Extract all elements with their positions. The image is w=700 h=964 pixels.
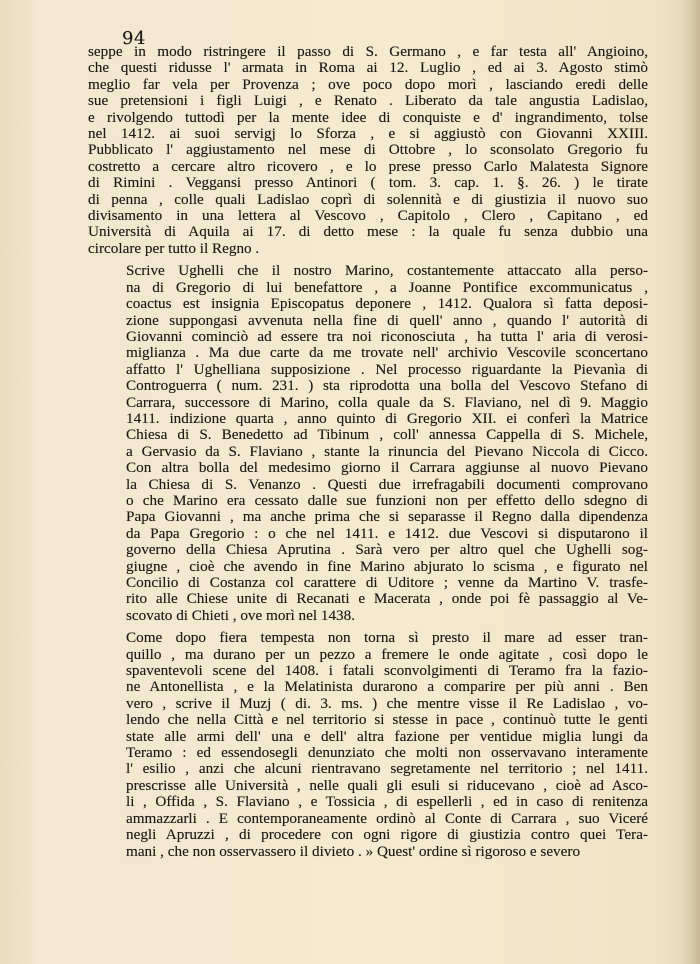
text-line: miglianza . Ma due carte da me trovate nell' archivio Vescovile sconcertano <box>126 345 648 362</box>
text-line: mani , che non osservassero il divieto . » Quest' ordine sì rigoroso e severo <box>126 843 581 860</box>
text-line: giugne , cioè che avendo in fine Marino abjurato lo scisma , e figurato nel <box>126 558 648 575</box>
text-line: quillo , ma durano per un pezzo a fremere le onde agitate , così dopo le <box>126 646 648 663</box>
text-line: e rivolgendo tuttodì per la mente idee di conquiste e d' ingrandimento, tolse <box>88 109 648 126</box>
text-line: Papa Giovanni , ma anche prima che si separasse il Regno dalla dipendenza <box>126 509 648 526</box>
text-line: 1411. indizione quarta , anno quinto di Gregorio XII. ei conferì la Matrice <box>126 410 648 427</box>
text-line: Scrive Ughelli che il nostro Marino, costantemente attaccato alla perso- <box>126 263 648 280</box>
text-line: lendo che nella Città e nel territorio si stesse in pace , continuò tutte le genti <box>126 712 648 729</box>
text-line: sue pretensioni i figli Luigi , e Renato . Liberato da tale angustia Ladislao, <box>88 93 648 110</box>
text-line: a Gervasio da S. Flaviano , stante la rinuncia del Pievano Niccola di Cicco. <box>126 443 648 460</box>
text-line: spaventevoli scene del 1408. i fatali sconvolgimenti di Teramo fra la fazio- <box>126 663 648 680</box>
text-line: di penna , colle quali Ladislao coprì di solennità e di giustizia il nuovo suo <box>88 191 648 208</box>
text-line: negli Apruzzi , di procedere con ogni rigore di giustizia contro quei Tera- <box>126 827 648 844</box>
text-line: Pubblicato l' aggiustamento nel mese di Ottobre , lo sconsolato Gregorio fu <box>88 142 648 159</box>
text-line: scovato di Chieti , ove morì nel 1438. <box>126 607 356 624</box>
text-line: divisamento in una lettera al Vescovo , Capitolo , Clero , Capitano , ed <box>88 208 648 225</box>
text-line: state alle armi dell' una e dell' altra fazione per ventidue miglia lungi da <box>126 728 648 745</box>
text-line: Teramo : ed essendosegli denunziato che molti non osservavano interamente <box>126 745 648 762</box>
text-line: costretto a cercare altro ricovero , e lo prese presso Carlo Malatesta Signore <box>88 158 648 175</box>
text-line: na di Gregorio di lui benefattore , a Joanne Pontifice excommunicatus , <box>126 279 648 296</box>
text-line: Giovanni cominciò ad essere tra noi riconosciuta , ha tutta l' aria di verosi- <box>126 328 648 345</box>
text-line: ammazzarli . E contemporaneamente ordinò al Conte di Carrara , suo Viceré <box>126 810 648 827</box>
paragraph <box>88 263 648 624</box>
text-line: che questi ridusse l' armata in Roma ai 12. Luglio , ed ai 3. Agosto stimò <box>88 60 648 77</box>
text-line: nel 1412. ai suoi servigj lo Sforza , e si aggiustò con Giovanni XXIII. <box>88 126 648 143</box>
text-line: rito alle Chiese unite di Recanati e Macerata , onde poi fè passaggio al Ve- <box>126 591 648 608</box>
paragraph <box>88 630 648 860</box>
text-line: governo della Chiesa Aprutina . Sarà vero per altro quel che Ughelli sog- <box>126 542 648 559</box>
text-line: Università di Aquila ai 17. di detto mese : la quale fu senza dubbio una <box>88 224 648 241</box>
text-line: Chiesa di S. Benedetto ad Tibinum , coll' annessa Cappella di S. Michele, <box>126 427 648 444</box>
text-line: Con altra bolla del medesimo giorno il Carrara aggiunse al nuovo Pievano <box>126 460 648 477</box>
text-line: coactus est insignia Episcopatus deponere , 1412. Qualora sì fatta deposi- <box>126 296 648 313</box>
text-line: la Chiesa di S. Venanzo . Questi due irrefragabili documenti comprovano <box>126 476 648 493</box>
text-line: li , Offida , S. Flaviano , e Tossicia , di espellerli , ed in caso di renitenza <box>126 794 648 811</box>
text-line: o che Marino era cessato dalle sue funzioni non per effetto dello sdegno di <box>126 492 648 509</box>
text-line: l' esilio , anzi che alcuni rientravano segretamente nel territorio ; nel 1411. <box>126 761 648 778</box>
paragraph <box>88 44 648 257</box>
text-line: Concilio di Costanza col carattere di Uditore ; venne da Martino V. trasfe- <box>126 575 648 591</box>
text-line: da Papa Gregorio : o che nel 1411. e 1412. due Vescovi si disputarono il <box>126 525 648 542</box>
body-text <box>88 44 648 860</box>
text-line: di Rimini . Veggansi presso Antinori ( tom. 3. cap. 1. §. 26. ) le tirate <box>88 175 648 192</box>
text-line: seppe in modo ristringere il passo di S. Germano , e far testa all' Angioino, <box>88 44 648 60</box>
text-line: ne Antonellista , e la Melatinista durarono a comparire per più anni . Ben <box>126 679 648 696</box>
text-line: Carrara, successore di Marino, colla quale da S. Flaviano, nel dì 9. Maggio <box>126 394 648 411</box>
text-line: prescrisse alle Università , nelle quali gli esuli si riducevano , cioè ad Asco- <box>126 777 648 794</box>
text-line: Come dopo fiera tempesta non torna sì presto il mare ad esser tran- <box>126 630 648 647</box>
text-line: circolare per tutto il Regno . <box>88 240 260 257</box>
page-number: 94 <box>122 28 146 49</box>
text-line: Controguerra ( num. 231. ) sta riprodotta una bolla del Vescovo Stefano di <box>126 378 648 395</box>
text-line: zione suppongasi avvenuta nella fine di quell' anno , quando l' autorità di <box>126 312 648 329</box>
text-line: vero , scrive il Muzj ( di. 3. ms. ) che mentre visse il Re Ladislao , vo- <box>126 695 648 712</box>
page-edge-shadow <box>678 0 700 964</box>
text-line: meglio far vela per Provenza ; ove poco dopo morì , lasciando eredi delle <box>88 76 648 93</box>
text-line: affatto l' Ughelliana supposizione . Nel processo riguardante la Pievanìa di <box>126 361 648 378</box>
